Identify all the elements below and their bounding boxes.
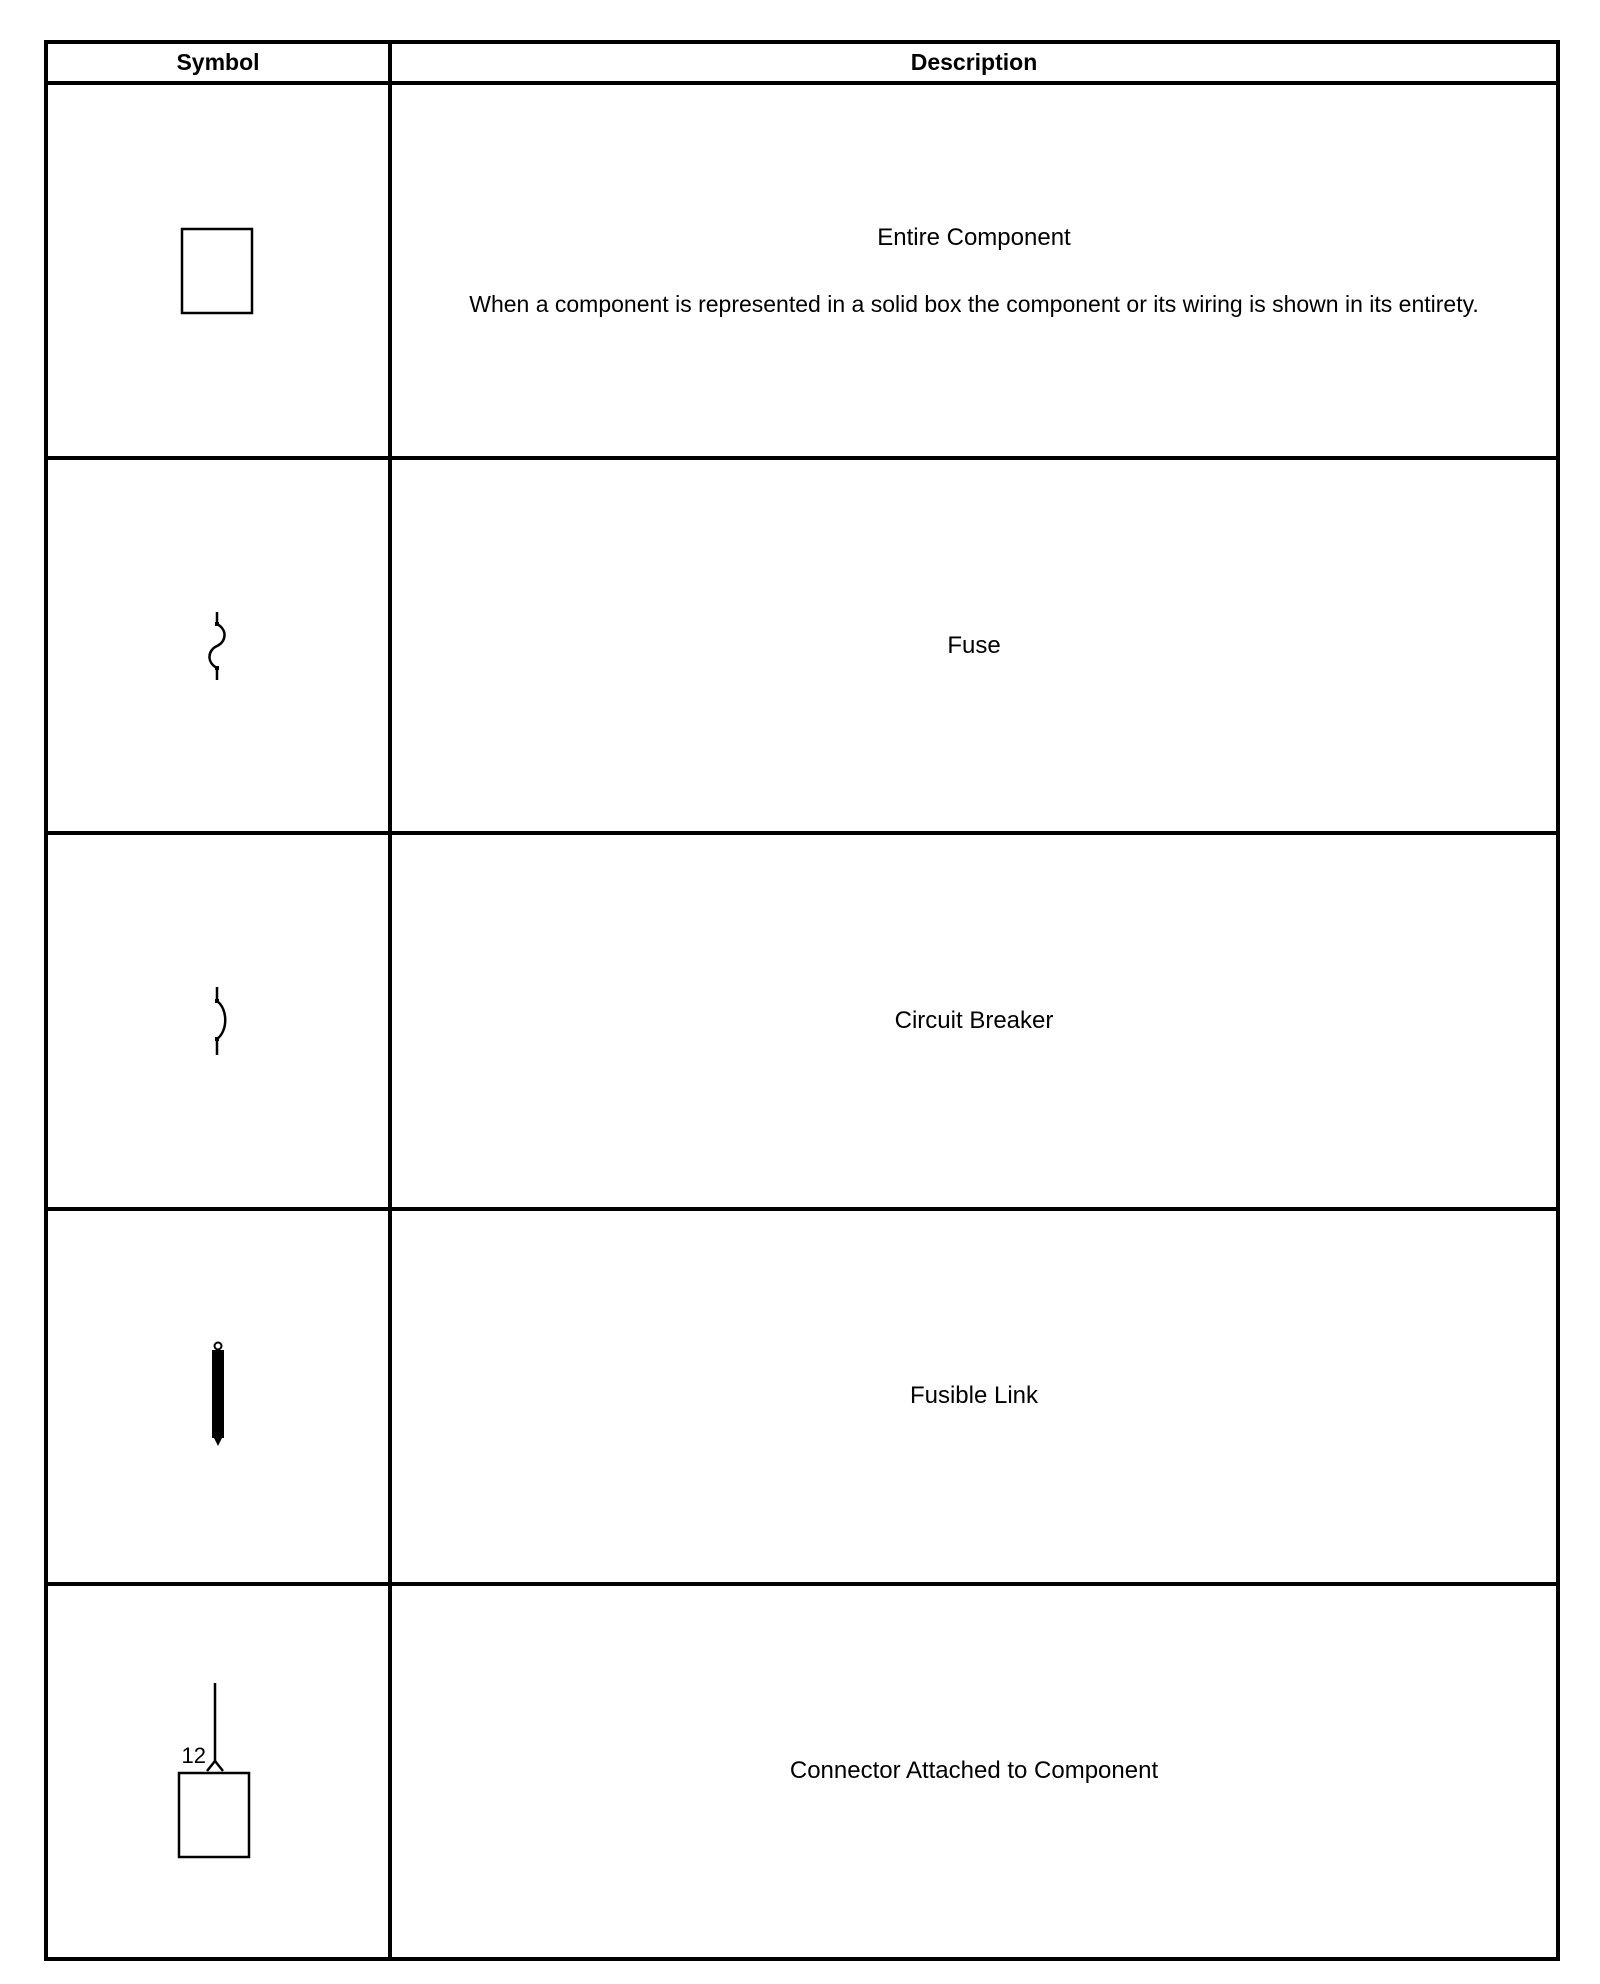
table-row (46, 1209, 1558, 1584)
description-title: Circuit Breaker (894, 1006, 1054, 1034)
table-row (46, 1584, 1558, 1959)
symbol-cell (46, 458, 390, 833)
fuse-icon (198, 610, 238, 682)
symbol-cell (46, 83, 390, 458)
table-row (46, 83, 1558, 458)
symbol-cell (46, 1209, 390, 1584)
description-body: When a component is represented in a solid box the component or its wiring is shown in its entirety. (469, 290, 1479, 317)
symbol-legend-table (44, 40, 1560, 1961)
connector-component-icon (173, 1681, 263, 1861)
description-cell (390, 83, 1558, 458)
description-title: Entire Component (877, 223, 1071, 251)
table-row (46, 833, 1558, 1208)
description-cell (390, 1584, 1558, 1959)
fusible-link-icon (203, 1340, 233, 1452)
description-cell (390, 833, 1558, 1208)
description-column-header: Description (390, 42, 1558, 83)
circuit-breaker-icon (198, 985, 238, 1057)
description-title: Fusible Link (909, 1382, 1039, 1410)
description-cell (390, 458, 1558, 833)
symbol-cell (46, 833, 390, 1208)
component-box-icon (178, 225, 258, 317)
symbol-cell (46, 1584, 390, 1959)
header-row (46, 42, 1558, 83)
description-cell (390, 1209, 1558, 1584)
description-title: Connector Attached to Component (789, 1757, 1159, 1785)
description-title: Fuse (947, 631, 1001, 659)
symbol-column-header: Symbol (46, 42, 390, 83)
table-row (46, 458, 1558, 833)
pin-number-label: 12 (181, 1743, 206, 1769)
